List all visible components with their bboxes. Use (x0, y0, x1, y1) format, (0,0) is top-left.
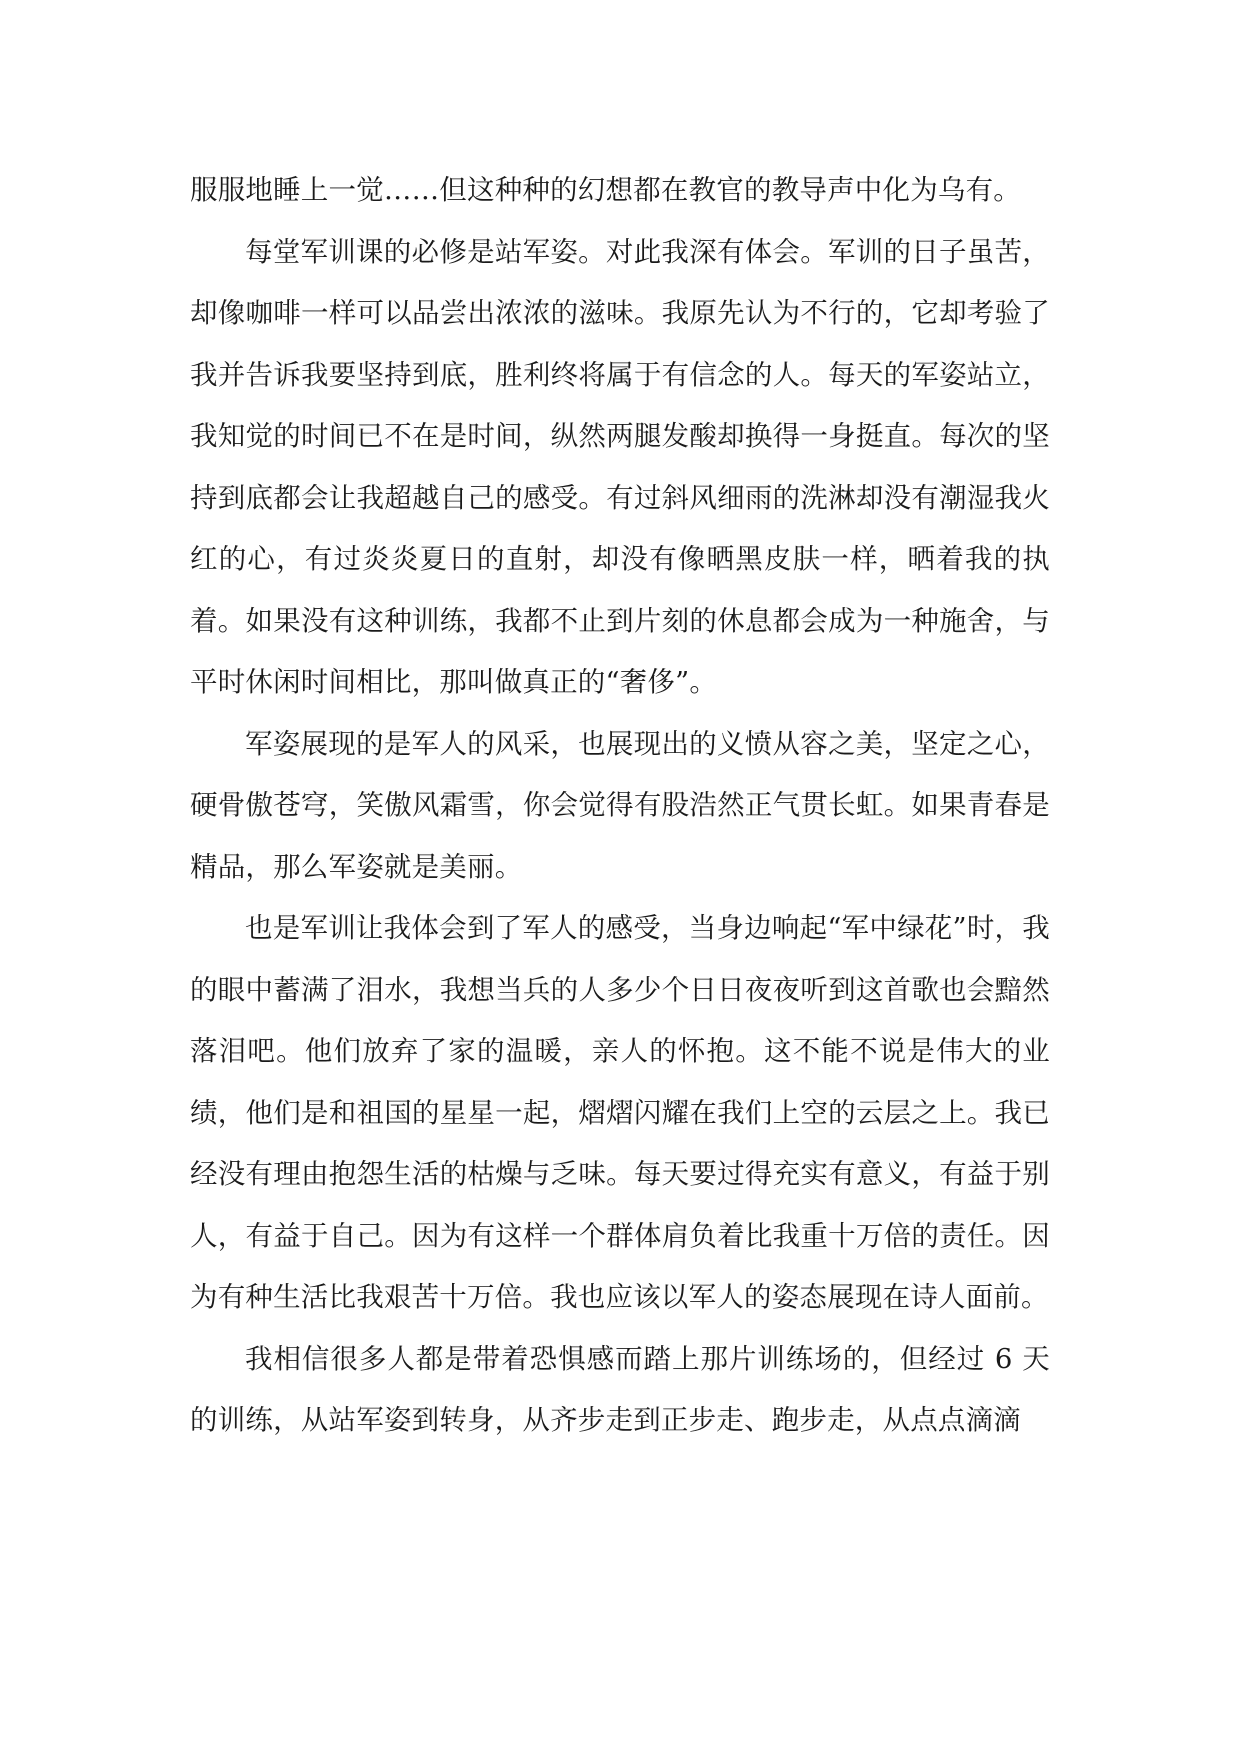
paragraph-training-field: 我相信很多人都是带着恐惧感而踏上那片训练场的，但经过 6 天的训练，从站军姿到转身，从齐步走到正步走、跑步走，从点点滴滴 (190, 1342, 1050, 1436)
paragraph-continued: 服服地睡上一觉……但这种种的幻想都在教官的教导声中化为乌有。 (190, 174, 1021, 206)
paragraph-soldier-elegance: 军姿展现的是军人的风采，也展现出的义愤从容之美，坚定之心，硬骨傲苍穹，笑傲风霜雪，你会觉得有股浩然正气贯长虹。如果青春是精品，那么军姿就是美丽。 (190, 727, 1050, 883)
paragraph-soldier-feelings: 也是军训让我体会到了军人的感受，当身边响起“军中绿花”时，我的眼中蓄满了泪水，我想当兵的人多少个日日夜夜听到这首歌也会黯然落泪吧。他们放弃了家的温暖，亲人的怀抱。这不能不说是伟大的业绩，他们是和祖国的星星一起，熠熠闪耀在我们上空的云层之上。我已经没有理由抱怨生活的枯燥与乏味。每天要过得充实有意义，有益于别人，有益于自己。因为有这样一个群体肩负着比我重十万倍的责任。因为有种生活比我艰苦十万倍。我也应该以军人的姿态展现在诗人面前。 (190, 912, 1050, 1313)
document-body (190, 160, 1050, 1452)
paragraph-military-posture: 每堂军训课的必修是站军姿。对此我深有体会。军训的日子虽苦，却像咖啡一样可以品尝出浓浓的滋味。我原先认为不行的，它却考验了我并告诉我要坚持到底，胜利终将属于有信念的人。每天的军姿站立，我知觉的时间已不在是时间，纵然两腿发酸却换得一身挺直。每次的坚持到底都会让我超越自己的感受。有过斜风细雨的洗淋却没有潮湿我火红的心，有过炎炎夏日的直射，却没有像晒黑皮肤一样，晒着我的执着。如果没有这种训练，我都不止到片刻的休息都会成为一种施舍，与平时休闲时间相比，那叫做真正的“奢侈”。 (190, 235, 1050, 698)
